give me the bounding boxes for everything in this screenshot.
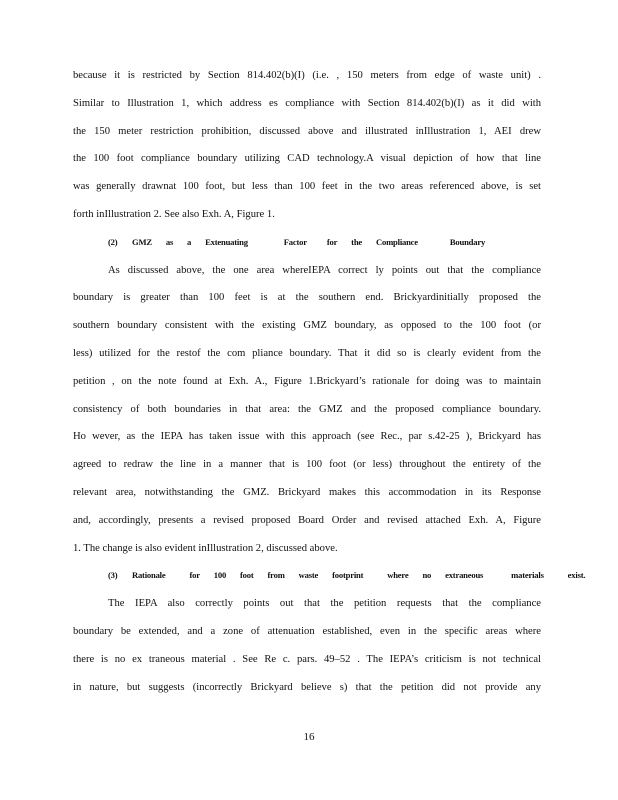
page-number: 16 <box>303 731 315 743</box>
text-line: agreed to redraw the line in a manner that is 100 foot (or less) throughout the entirety of the <box>73 459 541 471</box>
heading-word: 100 <box>213 570 227 581</box>
heading-word: as <box>165 236 174 247</box>
text-line: Ho wever, as the IEPA has taken issue with this approach (see Rec., par s.42-25 ), Brickyard has <box>73 431 541 443</box>
heading-word: Boundary <box>449 236 486 247</box>
heading-word: extraneous <box>445 570 484 581</box>
text-line: petition , on the note found at Exh. A., Figure 1.Brickyard’s rationale for doing was to maintain <box>73 375 541 387</box>
heading-word: from <box>267 570 285 581</box>
text-line: Similar to Illustration 1, which address es compliance with Section 814.402(b)(I) as it did with <box>73 97 541 109</box>
heading-word: the <box>351 236 363 247</box>
text-line: southern boundary consistent with the existing GMZ boundary, as opposed to the 100 foot (or <box>73 320 541 332</box>
heading-word: for <box>326 236 338 247</box>
heading-word: footprint <box>332 570 364 581</box>
section-heading-3 <box>73 562 586 590</box>
text-line: The IEPA also correctly points out that the petition requests that the compliance <box>108 598 541 610</box>
heading-word: materials <box>511 570 544 581</box>
text-line: and, accordingly, presents a revised proposed Board Order and revised attached Exh. A, Figure <box>73 514 541 526</box>
heading-word: Rationale <box>131 570 166 581</box>
heading-word: GMZ <box>131 236 152 247</box>
text-line: 1. The change is also evident inIllustration 2, discussed above. <box>73 542 338 554</box>
page-body <box>73 62 586 701</box>
heading-word: foot <box>240 570 254 581</box>
heading-word: a <box>187 236 192 247</box>
heading-word: Compliance <box>375 236 418 247</box>
heading-word: exist. <box>567 570 586 581</box>
text-line: the 150 meter restriction prohibition, discussed above and illustrated inIllustration 1, AEI drew <box>73 125 541 137</box>
heading-word: where <box>387 570 409 581</box>
text-line: boundary is greater than 100 feet is at the southern end. Brickyardinitially proposed the <box>73 292 541 304</box>
text-line: consistency of both boundaries in that area: the GMZ and the proposed compliance boundary. <box>73 403 541 415</box>
text-line: in nature, but suggests (incorrectly Brickyard believe s) that the petition did not provide any <box>73 681 541 693</box>
text-line: relevant area, notwithstanding the GMZ. Brickyard makes this accommodation in its Response <box>73 486 541 498</box>
text-line: there is no ex traneous material . See Re c. pars. 49–52 . The IEPA’s criticism is not technical <box>73 653 541 665</box>
heading-word: Extenuating <box>205 236 248 247</box>
section-heading-2 <box>73 229 541 257</box>
text-line: the 100 foot compliance boundary utilizing CAD technology.A visual depiction of how that line <box>73 153 541 165</box>
text-line: boundary be extended, and a zone of attenuation established, even in the specific areas where <box>73 625 541 637</box>
text-line: because it is restricted by Section 814.402(b)(I) (i.e. , 150 meters from edge of waste unit) . <box>73 70 541 81</box>
heading-word: waste <box>298 570 319 581</box>
text-line: was generally drawnat 100 foot, but less than 100 feet in the two areas referenced above, is set <box>73 181 541 193</box>
heading-word: for <box>189 570 200 581</box>
heading-number: (3) <box>108 570 118 581</box>
text-line: forth inIllustration 2. See also Exh. A, Figure 1. <box>73 208 275 220</box>
heading-number: (2) <box>108 236 118 247</box>
text-line: As discussed above, the one area whereIEPA correct ly points out that the compliance <box>108 264 541 276</box>
heading-word: Factor <box>283 236 307 247</box>
text-line: less) utilized for the restof the com pliance boundary. That it did so is clearly evident from the <box>73 347 541 359</box>
heading-word: no <box>422 570 432 581</box>
